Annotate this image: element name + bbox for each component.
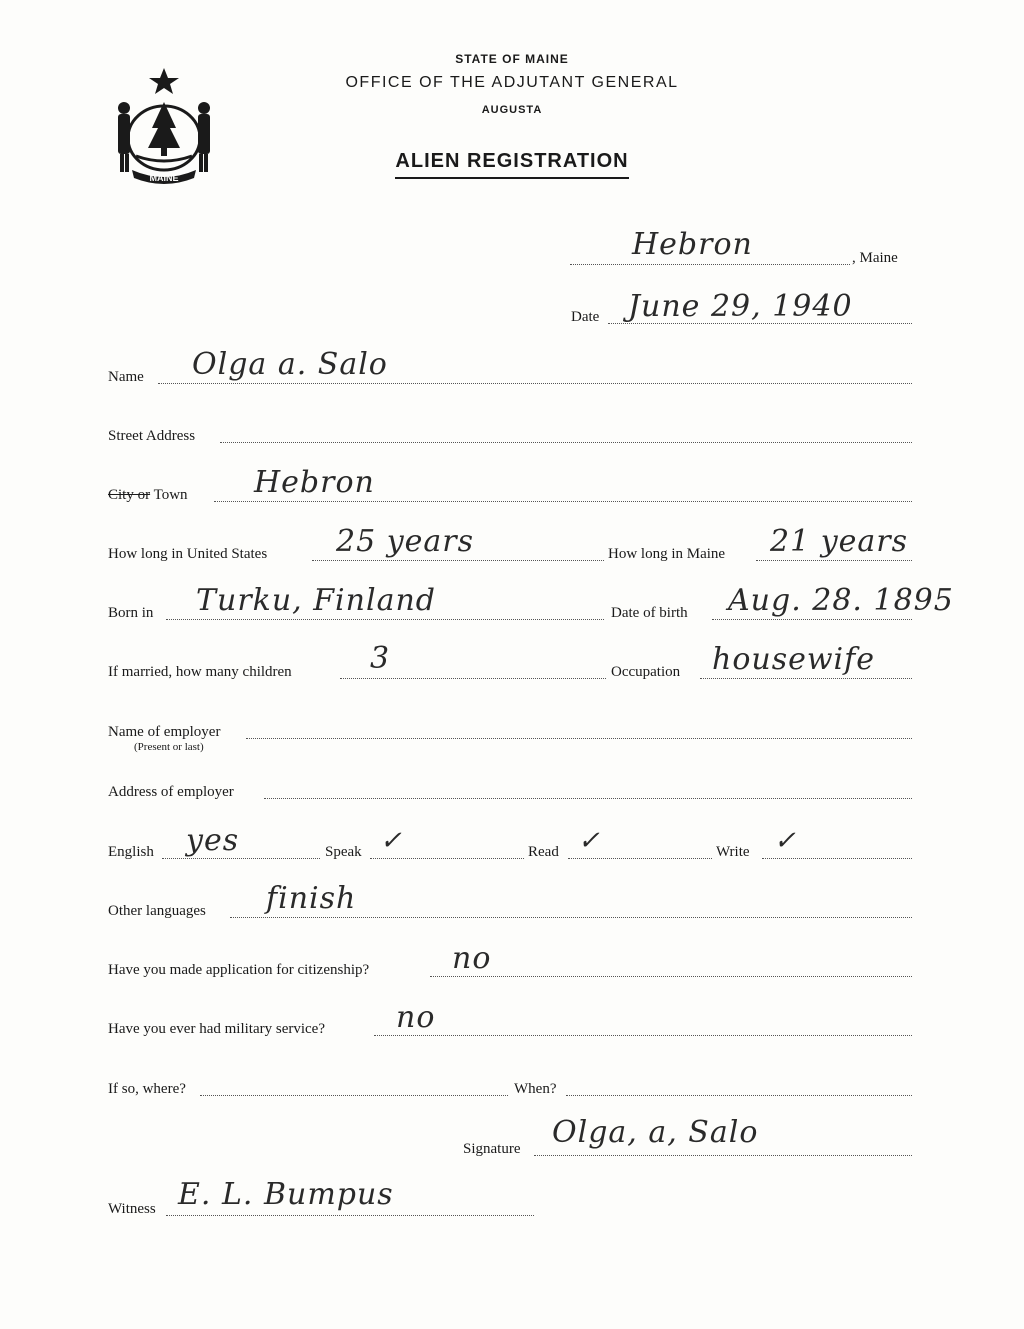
dob-value: Aug. 28. 1895: [728, 583, 954, 618]
svg-text:MAINE: MAINE: [149, 173, 179, 183]
write-label: Write: [716, 844, 750, 860]
english-line: [162, 858, 320, 859]
place-line: [570, 264, 850, 265]
other-languages-line: [230, 917, 912, 918]
employer-line: [246, 738, 912, 739]
witness-label: Witness: [108, 1201, 156, 1217]
military-value: no: [396, 1000, 436, 1035]
english-value: yes: [186, 823, 240, 858]
where-label: If so, where?: [108, 1081, 186, 1097]
when-line: [566, 1095, 912, 1096]
when-label: When?: [514, 1081, 557, 1097]
where-line: [200, 1095, 508, 1096]
employer-label: Name of employer: [108, 724, 221, 740]
born-in-label: Born in: [108, 605, 154, 621]
street-label: Street Address: [108, 428, 196, 444]
office-heading: OFFICE OF THE ADJUTANT GENERAL: [345, 74, 679, 91]
speak-check-icon: ✓: [380, 826, 403, 856]
years-maine-label: How long in Maine: [608, 546, 726, 562]
place-value: Hebron: [632, 227, 753, 262]
years-us-label: How long in United States: [108, 546, 268, 562]
years-us-line: [312, 560, 604, 561]
date-value: June 29, 1940: [628, 289, 853, 324]
years-us-value: 25 years: [336, 524, 475, 559]
english-label: English: [108, 844, 154, 860]
write-line: [762, 858, 912, 859]
town-label: City or Town: [108, 487, 188, 503]
children-line: [340, 678, 606, 679]
occupation-line: [700, 678, 912, 679]
dob-line: [712, 619, 912, 620]
occupation-label: Occupation: [611, 664, 681, 680]
years-maine-value: 21 years: [770, 524, 909, 559]
street-line: [220, 442, 912, 443]
military-line: [374, 1035, 912, 1036]
form-title: ALIEN REGISTRATION: [0, 150, 1024, 179]
town-line: [214, 501, 912, 502]
witness-line: [166, 1215, 534, 1216]
other-languages-label: Other languages: [108, 903, 206, 919]
name-label: Name: [108, 369, 144, 385]
read-label: Read: [528, 844, 559, 860]
years-maine-line: [756, 560, 912, 561]
speak-line: [370, 858, 524, 859]
name-line: [158, 383, 912, 384]
children-value: 3: [370, 641, 391, 676]
city-heading: AUGUSTA: [481, 104, 543, 116]
signature-value: Olga, a, Salo: [552, 1115, 759, 1150]
employer-address-line: [264, 798, 912, 799]
write-check-icon: ✓: [774, 826, 797, 856]
signature-line: [534, 1155, 912, 1156]
date-label: Date: [571, 309, 600, 325]
witness-value: E. L. Bumpus: [178, 1177, 394, 1212]
citizenship-line: [430, 976, 912, 977]
born-in-value: Turku, Finland: [196, 583, 436, 618]
employer-address-label: Address of employer: [108, 784, 234, 800]
place-suffix: , Maine: [852, 250, 898, 266]
state-heading: STATE OF MAINE: [455, 52, 569, 66]
signature-label: Signature: [463, 1141, 521, 1157]
children-label: If married, how many children: [108, 664, 292, 680]
read-line: [568, 858, 712, 859]
speak-label: Speak: [325, 844, 362, 860]
other-languages-value: finish: [266, 881, 357, 916]
occupation-value: housewife: [712, 642, 875, 677]
citizenship-label: Have you made application for citizenship?: [108, 962, 370, 978]
town-value: Hebron: [254, 465, 375, 500]
name-value: Olga a. Salo: [192, 347, 388, 382]
born-in-line: [166, 619, 604, 620]
read-check-icon: ✓: [578, 826, 601, 856]
employer-sublabel: (Present or last): [134, 741, 204, 753]
dob-label: Date of birth: [611, 605, 688, 621]
citizenship-value: no: [452, 941, 492, 976]
military-label: Have you ever had military service?: [108, 1021, 325, 1037]
